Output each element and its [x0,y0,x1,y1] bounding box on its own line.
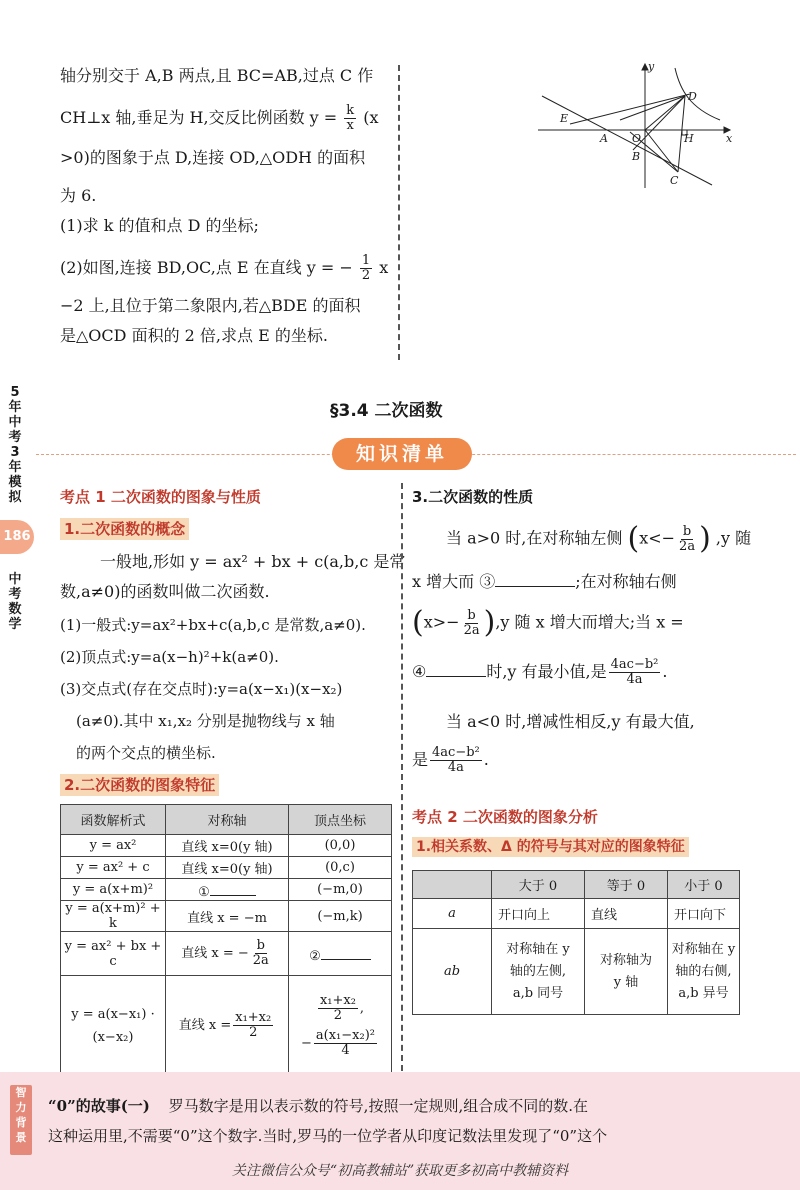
sidebar-series: 5 年 中 考 3 年 模 拟 [8,385,22,505]
table-row: y = ax² 直线 x=0(y 轴) (0,0) [61,835,392,857]
s2-title: 2.二次函数的图象特征 [60,774,219,795]
kp1-title: 考点 1 二次函数的图象与性质 [60,488,261,506]
line-OC [645,130,678,172]
table-row: y = a(x−x₁) · (x−x₂) 直线 x = $\frac{\text{x₁+x₂}}{2}$ $\frac{\text{x₁+x₂}}{2}$ , − $\frac{\text{a(x₁−x₂)²}}{4}$ [61,976,392,1076]
th-vertex: 顶点坐标 [289,805,392,835]
story-line-2: 这种运用里,不需要“0”这个数字.当时,罗马的一位学者从印度记数法里发现了“0”这个 [48,1127,608,1145]
s4-title: 1.相关系数、Δ 的符号与其对应的图象特征 [412,836,689,856]
label-A: A [600,132,608,145]
sidebar-subject: 中 考 数 学 [8,572,22,632]
question-2-line-2: −2 上,且位于第二象限内,若△BDE 的面积 [60,296,361,315]
s1-form-intercept-2: (a≠0).其中 x₁,x₂ 分别是抛物线与 x 轴 [76,712,335,730]
th-axis: 对称轴 [166,805,289,835]
label-B: B [632,150,641,163]
story-line-1: “0”的故事(一) 罗马数字是用以表示数的符号,按照一定规则,组合成不同的数.在 [48,1097,588,1115]
label-x: x [726,132,733,145]
column-divider-bottom [401,483,403,1071]
problem-line-4: 为 6. [60,186,97,205]
label-O: O [632,132,642,145]
kp2-title: 考点 2 二次函数的图象分析 [412,808,598,826]
page-number-badge: 186 [0,520,34,554]
label-C: C [670,174,679,187]
column-divider-top [398,65,400,360]
s3-title: 3.二次函数的性质 [412,488,534,506]
s1-form-vertex: (2)顶点式:y=a(x−h)²+k(a≠0). [60,648,279,666]
problem-line-2: CH⊥x 轴,垂足为 H,交反比例函数 y = $\frac{k}{x}$ (x [60,103,379,133]
blank-2: ② [289,932,392,976]
table-row: ab 对称轴在 y 轴的左侧, a,b 同号 对称轴为 y 轴 对称轴在 y 轴的右侧, a,b 异号 [413,929,740,1015]
prop-line-6: 是 $\frac{\text{4ac−b²}}{4a}$ . [412,745,489,775]
s1-form-intercept-3: 的两个交点的横坐标. [76,744,216,762]
label-D: D [688,90,697,103]
prop-line-3: (x>− $\frac{b}{2a}$ ),y 随 x 增大而增大;当 x = [412,605,684,640]
s1-def-line-1: 一般地,形如 y = ax² + bx + c(a,b,c 是常 [100,552,406,571]
label-E: E [560,112,569,125]
s1-form-intercept: (3)交点式(存在交点时):y=a(x−x₁)(x−x₂) [60,680,343,698]
line-OD [645,96,685,130]
coordinate-figure [530,60,740,195]
prop-line-1: 当 a>0 时,在对称轴左侧 (x<− $\frac{b}{2a}$ ) ,y 随 [446,521,752,556]
table-row: y = ax² + bx + c 直线 x = − $\frac{b}{2a}$ ② [61,932,392,976]
fraction-one-half: $\frac{1}{2}$ [361,253,371,283]
bottom-badge: 智 力 背 景 [10,1085,32,1155]
blank-1: ① [166,879,289,901]
question-2-line-1: (2)如图,连接 BD,OC,点 E 在直线 y = − $\frac{1}{2}$ x [60,253,389,283]
line-AD [620,96,685,120]
label-H: H [684,132,694,145]
knowledge-banner: 知识清单 [332,438,472,470]
th-expression: 函数解析式 [61,805,166,835]
hyperbola-curve [675,68,720,120]
prop-line-2: x 增大而 ③ ;在对称轴右侧 [412,572,677,591]
fraction-k-over-x: $\frac{k}{x}$ [346,103,355,133]
coefficient-sign-table: 大于 0 等于 0 小于 0 a 开口向上 直线 开口向下 ab 对称轴在 y 轴的左侧, a,b 同号 对称轴为 y 轴 对称轴在 y 轴的右侧, a,b 异号 [412,870,740,1015]
label-y: y [648,60,655,73]
vertex-intercept-form: $\frac{\text{x₁+x₂}}{2}$ , − $\frac{\text{a(x₁−x₂)²}}{4}$ [289,976,392,1076]
s1-def-line-2: 数,a≠0)的函数叫做二次函数. [60,582,270,601]
question-1: (1)求 k 的值和点 D 的坐标; [60,216,259,235]
table-row: y = ax² + c 直线 x=0(y 轴) (0,c) [61,857,392,879]
table-row: a 开口向上 直线 开口向下 [413,899,740,929]
table-row: y = a(x+m)² + k 直线 x = −m (−m,k) [61,901,392,932]
footer-note: 关注微信公众号“初高教辅站”获取更多初高中教辅资料 [231,1163,569,1179]
problem-line-1: 轴分别交于 A,B 两点,且 BC=AB,过点 C 作 [60,66,374,85]
section-title: §3.4 二次函数 [330,401,443,421]
problem-line-3: >0)的图象于点 D,连接 OD,△ODH 的面积 [60,148,366,167]
question-2-line-3: 是△OCD 面积的 2 倍,求点 E 的坐标. [60,326,328,345]
graph-features-table [60,804,392,1076]
s1-form-general: (1)一般式:y=ax²+bx+c(a,b,c 是常数,a≠0). [60,616,366,634]
prop-line-5: 当 a<0 时,增减性相反,y 有最大值, [446,712,695,731]
s1-title: 1.二次函数的概念 [60,518,189,539]
prop-line-4: ④ 时,y 有最小值,是 $\frac{\text{4ac−b²}}{4a}$ . [412,657,668,687]
table-row: y = a(x+m)² ① (−m,0) [61,879,392,901]
